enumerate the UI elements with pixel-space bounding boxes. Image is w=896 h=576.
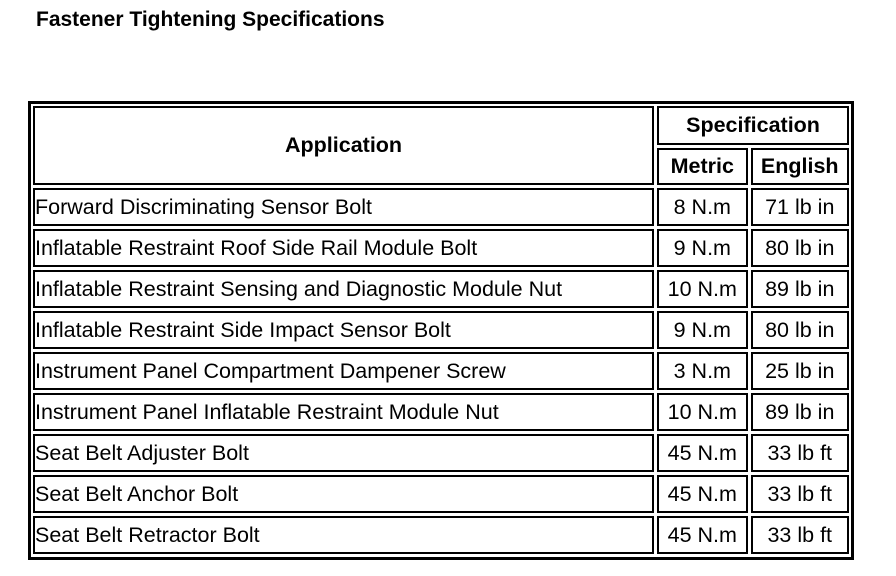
english-cell: 33 lb ft [751, 434, 850, 472]
header-application: Application [33, 106, 654, 185]
metric-cell: 10 N.m [657, 270, 747, 308]
application-cell: Seat Belt Anchor Bolt [33, 475, 654, 513]
table-row [33, 311, 849, 349]
application-cell: Inflatable Restraint Sensing and Diagnostic Module Nut [33, 270, 654, 308]
application-cell: Forward Discriminating Sensor Bolt [33, 188, 654, 226]
metric-cell: 3 N.m [657, 352, 747, 390]
english-cell: 89 lb in [751, 270, 850, 308]
metric-cell: 45 N.m [657, 475, 747, 513]
english-cell: 33 lb ft [751, 516, 850, 554]
english-cell: 89 lb in [751, 393, 850, 431]
metric-cell: 9 N.m [657, 311, 747, 349]
application-cell: Instrument Panel Inflatable Restraint Module Nut [33, 393, 654, 431]
metric-cell: 8 N.m [657, 188, 747, 226]
header-english: English [751, 148, 850, 185]
fastener-spec-table [30, 103, 852, 557]
metric-cell: 45 N.m [657, 516, 747, 554]
table-row [33, 516, 849, 554]
english-cell: 25 lb in [751, 352, 850, 390]
header-metric: Metric [657, 148, 747, 185]
table-row [33, 270, 849, 308]
application-cell: Inflatable Restraint Roof Side Rail Module Bolt [33, 229, 654, 267]
table-row [33, 188, 849, 226]
metric-cell: 9 N.m [657, 229, 747, 267]
english-cell: 80 lb in [751, 229, 850, 267]
english-cell: 80 lb in [751, 311, 850, 349]
table-row [33, 393, 849, 431]
application-cell: Inflatable Restraint Side Impact Sensor Bolt [33, 311, 654, 349]
header-row-top [33, 106, 849, 145]
application-cell: Instrument Panel Compartment Dampener Screw [33, 352, 654, 390]
english-cell: 71 lb in [751, 188, 850, 226]
english-cell: 33 lb ft [751, 475, 850, 513]
metric-cell: 45 N.m [657, 434, 747, 472]
application-cell: Seat Belt Retractor Bolt [33, 516, 654, 554]
table-row [33, 352, 849, 390]
application-cell: Seat Belt Adjuster Bolt [33, 434, 654, 472]
table-row [33, 475, 849, 513]
table-row [33, 434, 849, 472]
header-specification: Specification [657, 106, 849, 145]
table-row [33, 229, 849, 267]
metric-cell: 10 N.m [657, 393, 747, 431]
page-title: Fastener Tightening Specifications [36, 8, 385, 31]
